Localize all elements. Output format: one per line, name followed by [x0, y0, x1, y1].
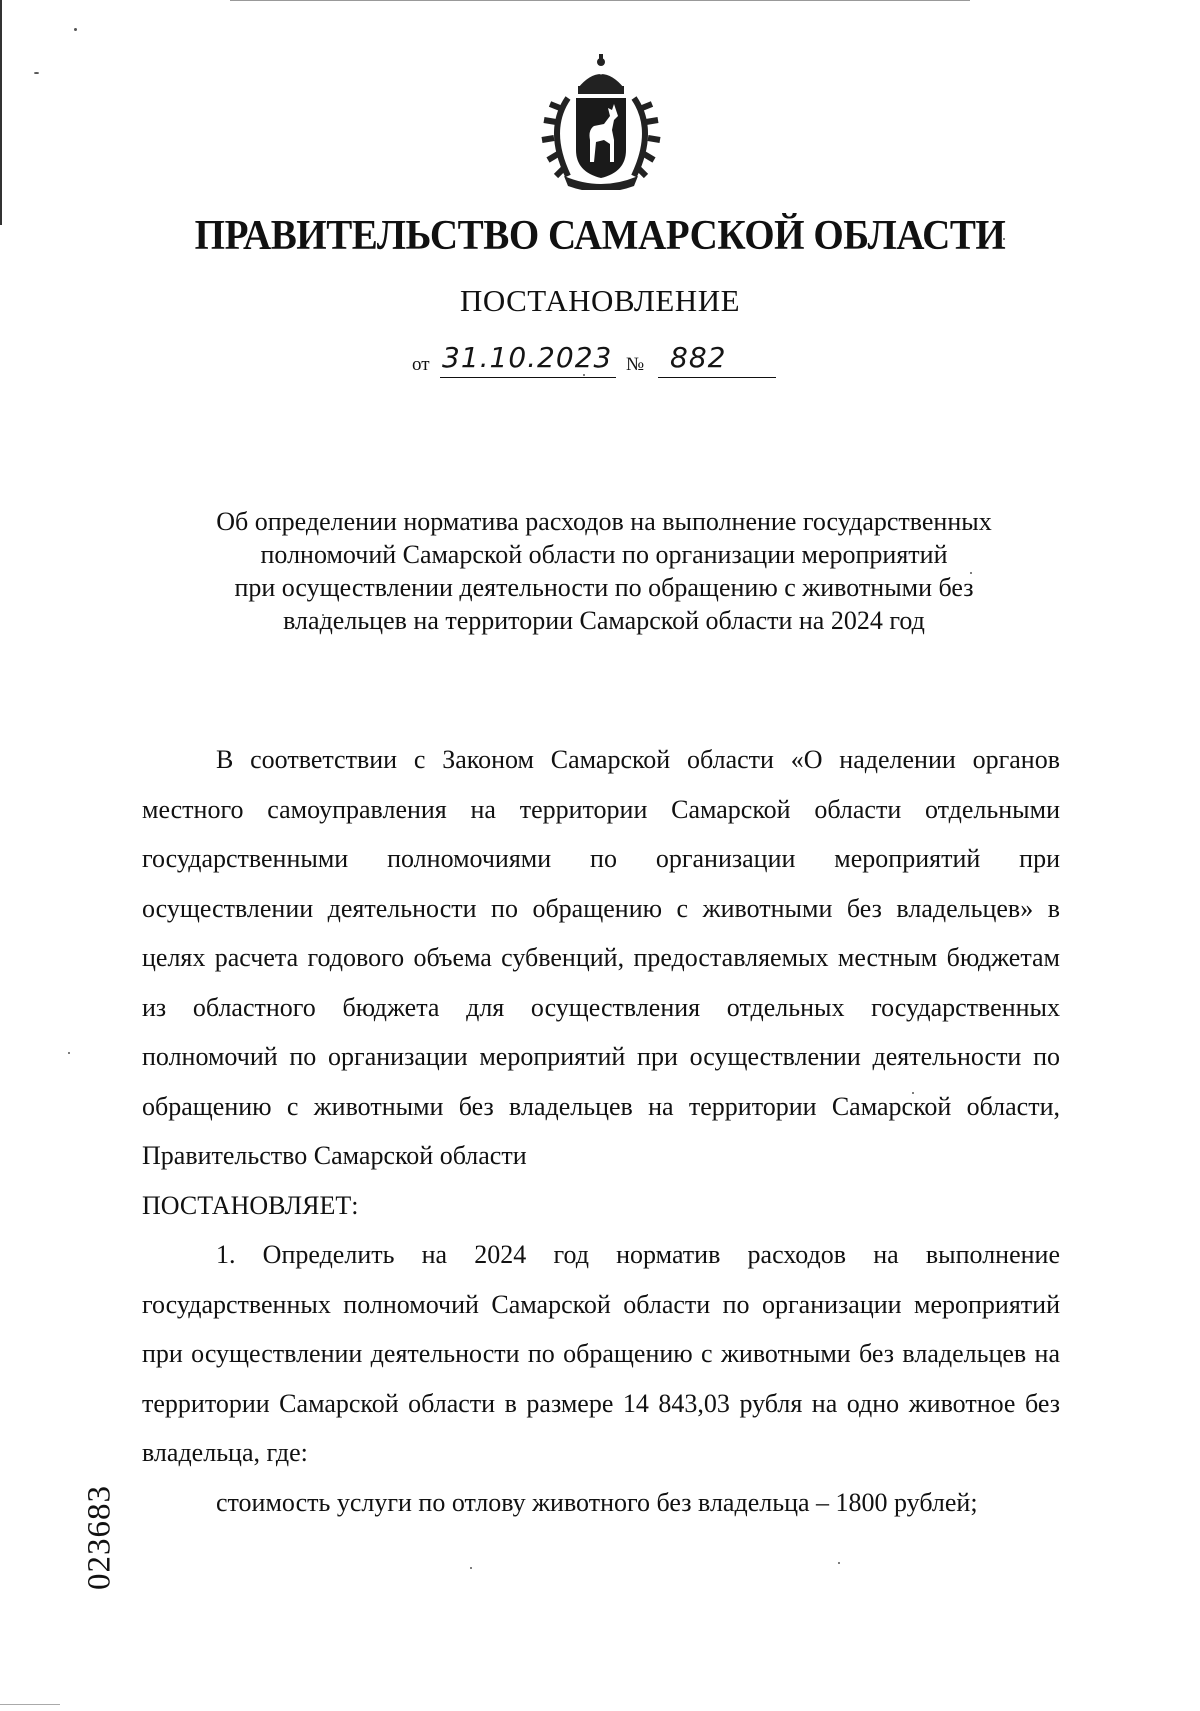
scan-speck: [68, 1052, 70, 1054]
handwritten-number: 882: [670, 341, 727, 374]
item-1-subitem: стоимость услуги по отлову животного без владельца – 1800 рублей;: [216, 1487, 978, 1517]
serial-number: 023683: [81, 1485, 118, 1590]
document-subject: [130, 505, 1078, 637]
document-type-heading: ПОСТАНОВЛЕНИЕ: [459, 283, 741, 318]
subject-line: Об определении норматива расходов на выполнение государственных: [216, 507, 992, 536]
preamble-paragraph: В соответствии с Законом Самарской области «О наделении органов местного самоуправления на территории Самарской области отдельными государственными полномочиями по организации мероприятий при осуществлении деятельности по обращению с животными без владельцев» в целях расчета годового объема субвенций, предоставляемых местным бюджетам из областного бюджета для осуществления отдельных государственных полномочий по организации мероприятий при осуществлении деятельности по обращению с животными без владельцев на территории Самарской области, Правительство Самарской области: [142, 745, 1060, 1170]
scan-speck: [34, 72, 39, 74]
subject-line: владельцев на территории Самарской области на 2024 год: [283, 606, 925, 635]
item-1-paragraph: 1. Определить на 2024 год норматив расходов на выполнение государственных полномочий Самарской области по организации мероприятий при осуществлении деятельности по обращению с животными без владельцев на территории Самарской области в размере 14 843,03 рубля на одно животное без владельца, где:: [142, 1240, 1060, 1467]
government-title: ПРАВИТЕЛЬСТВО САМАРСКОЙ ОБЛАСТИ: [194, 213, 1006, 259]
date-underline: [440, 377, 616, 378]
scan-speck: [74, 28, 77, 31]
handwritten-date: 31.10.2023: [442, 341, 613, 374]
decree-word: ПОСТАНОВЛЯЕТ:: [142, 1190, 359, 1220]
number-underline: [658, 377, 776, 378]
date-number-line: [412, 336, 802, 380]
document-body: [142, 735, 1060, 1527]
date-prefix: от: [412, 354, 430, 375]
scan-artifact-bottom-line: [0, 1704, 60, 1705]
scan-artifact-top-line: [230, 0, 970, 1]
scan-artifact-left-bar: [0, 0, 2, 225]
scan-speck: [470, 1567, 472, 1569]
samara-region-coat-of-arms-icon: [538, 50, 664, 190]
number-prefix: №: [626, 354, 645, 375]
scan-speck: [838, 1562, 840, 1564]
subject-line: полномочий Самарской области по организации мероприятий: [260, 540, 948, 569]
subject-line: при осуществлении деятельности по обращению с животными без: [234, 573, 974, 602]
